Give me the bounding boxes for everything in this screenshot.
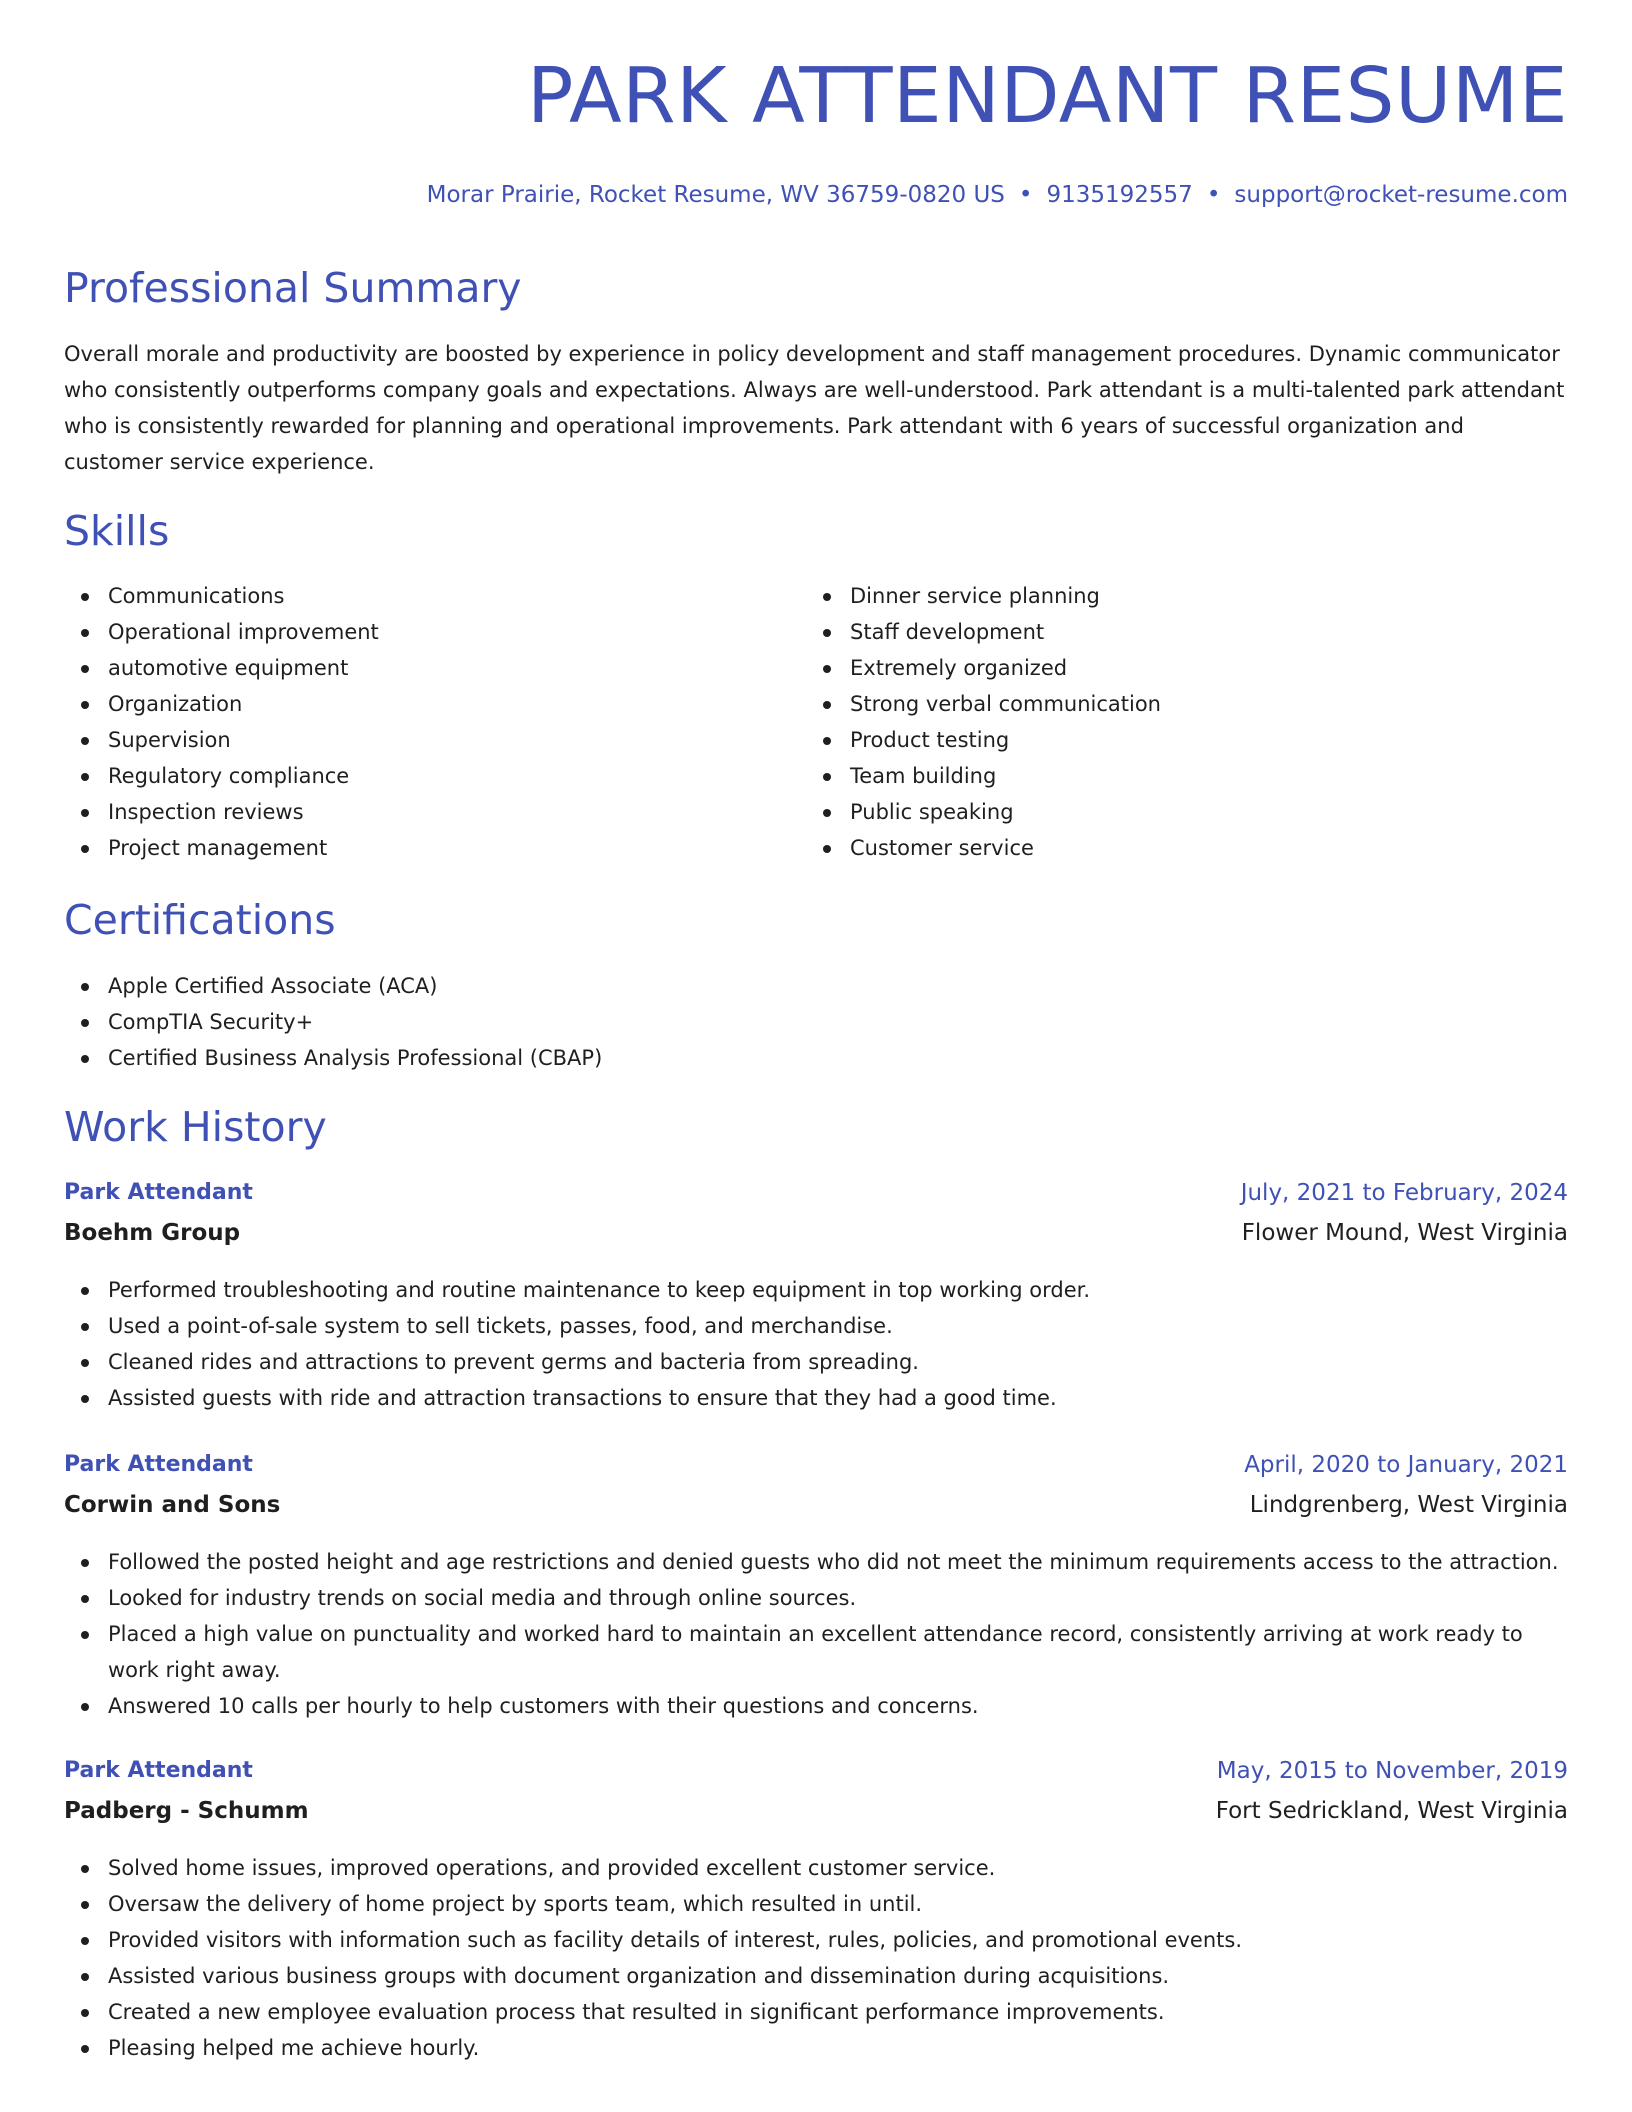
- job-duty: Cleaned rides and attractions to prevent germs and bacteria from spreading.: [64, 1344, 1568, 1380]
- job-header-row: [64, 1758, 1568, 1798]
- resume-title: PARK ATTENDANT RESUME: [526, 52, 1568, 141]
- skill-item: automotive equipment: [64, 650, 764, 686]
- job-company: Padberg - Schumm: [64, 1798, 309, 1824]
- skills-heading: Skills: [64, 507, 170, 555]
- job-duty: Assisted various business groups with document organization and dissemination during acquisitions.: [64, 1958, 1568, 1994]
- job-duty: Created a new employee evaluation process that resulted in significant performance improvements.: [64, 1994, 1568, 2030]
- job-location: Flower Mound, West Virginia: [1241, 1220, 1568, 1246]
- contact-separator: •: [1206, 182, 1221, 208]
- job-duty: Followed the posted height and age restrictions and denied guests who did not meet the minimum requirements access to the attraction.: [64, 1544, 1568, 1580]
- job-duties-list: [64, 1272, 1568, 1416]
- job-company: Corwin and Sons: [64, 1492, 281, 1518]
- job-entry: [64, 1758, 1568, 2066]
- contact-line: [427, 182, 1568, 208]
- contact-separator: •: [1018, 182, 1033, 208]
- job-duty: Solved home issues, improved operations, and provided excellent customer service.: [64, 1850, 1568, 1886]
- skill-item: Organization: [64, 686, 764, 722]
- skill-item: Project management: [64, 830, 764, 866]
- job-dates: July, 2021 to February, 2024: [1240, 1180, 1568, 1206]
- job-company-row: [64, 1798, 1568, 1838]
- contact-phone: 9135192557: [1046, 182, 1193, 208]
- skills-list-left: [64, 578, 764, 866]
- job-title: Park Attendant: [64, 1758, 253, 1783]
- job-entry: [64, 1180, 1568, 1416]
- skill-item: Supervision: [64, 722, 764, 758]
- summary-heading: Professional Summary: [64, 264, 522, 312]
- certification-item: Certified Business Analysis Professional (CBAP): [64, 1040, 1568, 1076]
- skill-item: Inspection reviews: [64, 794, 764, 830]
- certification-item: Apple Certified Associate (ACA): [64, 968, 1568, 1004]
- work-history-heading: Work History: [64, 1103, 327, 1151]
- job-location: Fort Sedrickland, West Virginia: [1215, 1798, 1568, 1824]
- job-company-row: [64, 1492, 1568, 1532]
- job-header-row: [64, 1180, 1568, 1220]
- skill-item: Communications: [64, 578, 764, 614]
- certification-item: CompTIA Security+: [64, 1004, 1568, 1040]
- job-duty: Looked for industry trends on social media and through online sources.: [64, 1580, 1568, 1616]
- job-entry: [64, 1452, 1568, 1724]
- skills-list-right: [806, 578, 1506, 866]
- contact-address: Morar Prairie, Rocket Resume, WV 36759-0820 US: [426, 182, 1005, 208]
- skill-item: Regulatory compliance: [64, 758, 764, 794]
- job-dates: May, 2015 to November, 2019: [1216, 1758, 1568, 1784]
- job-dates: April, 2020 to January, 2021: [1244, 1452, 1568, 1478]
- job-duty: Oversaw the delivery of home project by sports team, which resulted in until.: [64, 1886, 1568, 1922]
- job-company: Boehm Group: [64, 1220, 241, 1246]
- job-duties-list: [64, 1850, 1568, 2066]
- job-duty: Used a point-of-sale system to sell tickets, passes, food, and merchandise.: [64, 1308, 1568, 1344]
- skill-item: Team building: [806, 758, 1506, 794]
- job-duty: Provided visitors with information such as facility details of interest, rules, policies, and promotional events.: [64, 1922, 1568, 1958]
- skill-item: Strong verbal communication: [806, 686, 1506, 722]
- skill-item: Customer service: [806, 830, 1506, 866]
- job-header-row: [64, 1452, 1568, 1492]
- job-title: Park Attendant: [64, 1180, 253, 1205]
- skill-item: Dinner service planning: [806, 578, 1506, 614]
- skill-item: Extremely organized: [806, 650, 1506, 686]
- job-duty: Performed troubleshooting and routine maintenance to keep equipment in top working order.: [64, 1272, 1568, 1308]
- job-title: Park Attendant: [64, 1452, 253, 1477]
- skill-item: Staff development: [806, 614, 1506, 650]
- skill-item: Operational improvement: [64, 614, 764, 650]
- summary-text: Overall morale and productivity are boosted by experience in policy development and staff management procedures. Dynamic communicator who consistently outperforms company goals and expectations. Always are well-understood. Park attendant is a multi-talented park attendant who is consistently rewarded for planning and operational improvements. Park attendant with 6 years of successful organization and customer service experience.: [64, 342, 1565, 474]
- job-duties-list: [64, 1544, 1568, 1724]
- skill-item: Product testing: [806, 722, 1506, 758]
- job-location: Lindgrenberg, West Virginia: [1249, 1492, 1568, 1518]
- job-duty: Assisted guests with ride and attraction transactions to ensure that they had a good time.: [64, 1380, 1568, 1416]
- job-duty: Pleasing helped me achieve hourly.: [64, 2030, 1568, 2066]
- certifications-list: [64, 968, 1568, 1076]
- certifications-heading: Certifications: [64, 896, 336, 944]
- skill-item: Public speaking: [806, 794, 1506, 830]
- job-company-row: [64, 1220, 1568, 1260]
- contact-email[interactable]: support@rocket-resume.com: [1234, 182, 1568, 208]
- job-duty: Answered 10 calls per hourly to help customers with their questions and concerns.: [64, 1688, 1568, 1724]
- job-duty: Placed a high value on punctuality and worked hard to maintain an excellent attendance record, consistently arriving at work ready to work right away.: [64, 1616, 1568, 1688]
